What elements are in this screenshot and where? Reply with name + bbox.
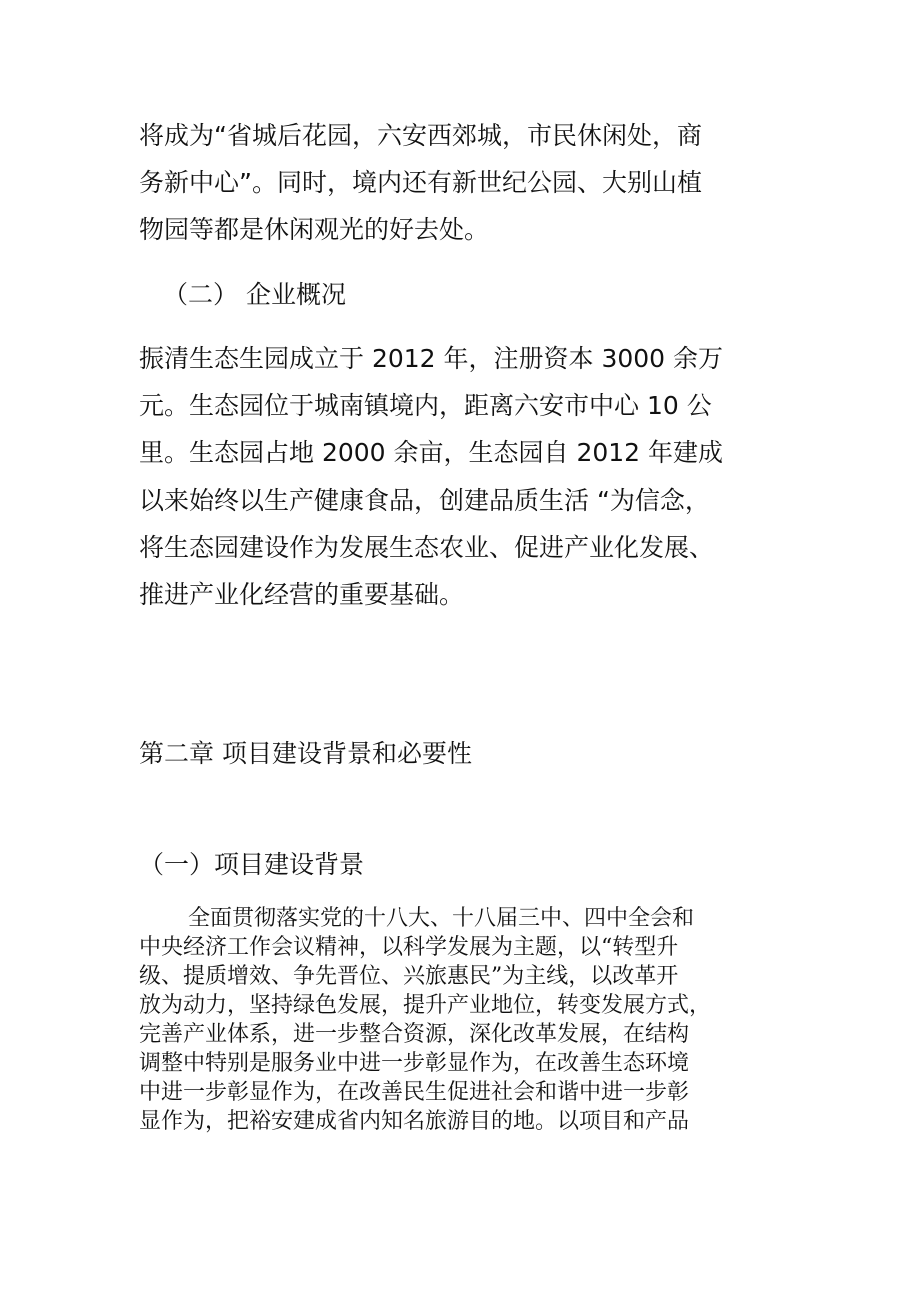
background-paragraph-line: 放为动力，坚持绿色发展，提升产业地位，转变发展方式， — [139, 993, 712, 1018]
intro-paragraph-line: 物园等都是休闲观光的好去处。 — [139, 215, 490, 244]
background-paragraph-line: 级、提质增效、争先晋位、兴旅惠民”为主线，以改革开 — [139, 964, 679, 989]
enterprise-paragraph-line: 以来始终以生产健康食品，创建品质生活 “为信念， — [139, 486, 710, 515]
background-paragraph-line: 显作为，把裕安建成省内知名旅游目的地。以项目和产品 — [139, 1109, 690, 1134]
background-paragraph-line: 中央经济工作会议精神，以科学发展为主题，以“转型升 — [139, 935, 679, 960]
background-paragraph-line: 全面贯彻落实党的十八大、十八届三中、四中全会和 — [188, 906, 695, 931]
enterprise-paragraph-line: 里。生态园占地 2000 余亩，生态园自 2012 年建成 — [139, 438, 724, 467]
background-paragraph-line: 完善产业体系，进一步整合资源，深化改革发展，在结构 — [139, 1022, 690, 1047]
enterprise-paragraph-line: 将生态园建设作为发展生态农业、促进产业化发展、 — [139, 533, 715, 562]
enterprise-paragraph-line: 推进产业化经营的重要基础。 — [139, 580, 465, 609]
background-paragraph-line: 中进一步彰显作为，在改善民生促进社会和谐中进一步彰 — [139, 1080, 690, 1105]
chapter-title: 第二章 项目建设背景和必要性 — [139, 739, 472, 768]
section-heading-project-background: （一）项目建设背景 — [139, 850, 365, 879]
enterprise-paragraph-line: 元。生态园位于城南镇境内，距离六安市中心 10 公 — [139, 391, 712, 420]
enterprise-paragraph-line: 振清生态生园成立于 2012 年，注册资本 3000 余万 — [139, 344, 724, 373]
background-paragraph-line: 调整中特别是服务业中进一步彰显作为，在改善生态环境 — [139, 1051, 690, 1076]
section-heading-enterprise-overview: （二） 企业概况 — [163, 280, 346, 309]
intro-paragraph-line: 将成为“省城后花园，六安西郊城，市民休闲处，商 — [139, 121, 702, 150]
intro-paragraph-line: 务新中心”。同时，境内还有新世纪公园、大别山植 — [139, 168, 702, 197]
